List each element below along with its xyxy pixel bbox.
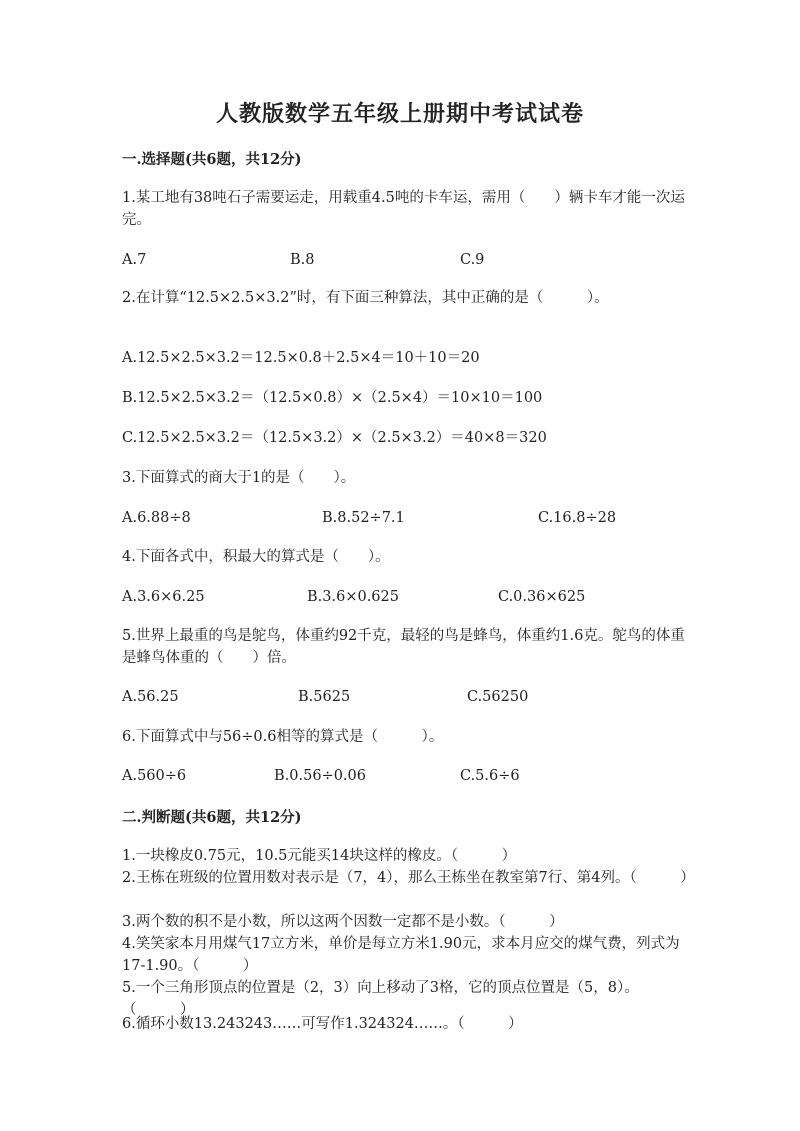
option-a: A.12.5×2.5×3.2＝12.5×0.8＋2.5×4＝10＋10＝20 (122, 350, 480, 366)
option-b: B.8.52÷7.1 (322, 510, 405, 526)
option-c: C.12.5×2.5×3.2＝（12.5×3.2）×（2.5×3.2）＝40×8＝320 (122, 430, 547, 446)
section-heading-choice: 一.选择题(共6题，共12分) (122, 151, 302, 168)
question-stem: 4.下面各式中，积最大的算式是（ ）。 (122, 549, 390, 565)
question-stem: 3.下面算式的商大于1的是（ ）。 (122, 470, 356, 486)
option-a: A.7 (122, 252, 147, 268)
question-stem: 2.在计算“12.5×2.5×3.2”时，有下面三种算法，其中正确的是（ ）。 (122, 290, 609, 306)
true-false-item: 1.一块橡皮0.75元，10.5元能买14块这样的橡皮。（ ） (122, 848, 517, 864)
option-a: A.56.25 (122, 689, 179, 705)
option-c: C.56250 (467, 689, 529, 705)
option-b: B.3.6×0.625 (307, 589, 399, 605)
true-false-item: 6.循环小数13.243243……可写作1.324324……。（ ） (122, 1016, 523, 1032)
true-false-item: 5.一个三角形顶点的位置是（2，3）向上移动了3格，它的顶点位置是（5，8）。（ ） (122, 980, 639, 1018)
question-stem: 6.下面算式中与56÷0.6相等的算式是（ ）。 (122, 729, 444, 745)
option-a: A.3.6×6.25 (122, 589, 205, 605)
page-title: 人教版数学五年级上册期中考试试卷 (215, 101, 584, 127)
option-c: C.0.36×625 (498, 589, 586, 605)
option-c: C.16.8÷28 (538, 510, 617, 526)
option-a: A.560÷6 (122, 768, 187, 784)
option-b: B.12.5×2.5×3.2＝（12.5×0.8）×（2.5×4）＝10×10＝100 (122, 390, 543, 406)
option-b: B.8 (290, 252, 315, 268)
true-false-item: 3.两个数的积不是小数，所以这两个因数一定都不是小数。（ ） (122, 914, 564, 930)
section-heading-true-false: 二.判断题(共6题，共12分) (122, 809, 302, 826)
option-c: C.9 (460, 252, 485, 268)
option-b: B.0.56÷0.06 (274, 768, 366, 784)
option-a: A.6.88÷8 (122, 510, 191, 526)
option-b: B.5625 (298, 689, 351, 705)
question-stem: 1.某工地有38吨石子需要运走，用载重4.5吨的卡车运，需用（ ）辆卡车才能一次运完。 (122, 190, 685, 228)
option-c: C.5.6÷6 (460, 768, 520, 784)
true-false-item: 4.笑笑家本月用煤气17立方米，单价是每立方米1.90元，求本月应交的煤气费，列式为17-1.90。（ ） (122, 936, 680, 974)
question-stem: 5.世界上最重的鸟是鸵鸟，体重约92千克，最轻的鸟是蜂鸟，体重约1.6克。鸵鸟的体重是蜂鸟体重的（ ）倍。 (122, 628, 685, 666)
true-false-item: 2.王栋在班级的位置用数对表示是（7，4），那么王栋坐在教室第7行、第4列。（ ） (122, 870, 695, 886)
